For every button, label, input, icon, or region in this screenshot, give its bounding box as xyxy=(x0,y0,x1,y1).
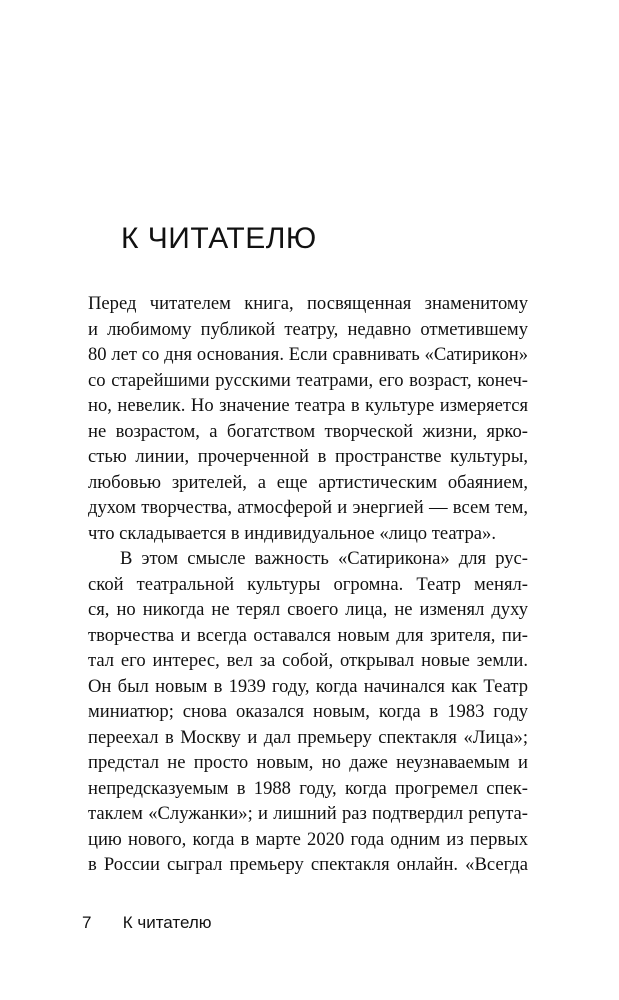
text-line: 80 лет со дня основания. Если сравнивать «Сатирикон» xyxy=(88,344,528,365)
text-line: духом творчества, атмосферой и энергией — всем тем, xyxy=(88,497,528,518)
running-title: К читателю xyxy=(122,913,212,932)
text-line: непредсказуемым в 1988 году, когда прогремел спек- xyxy=(88,777,528,799)
text-line: и любимому публикой театру, недавно отметившему xyxy=(88,318,528,340)
paragraph-2 xyxy=(88,546,528,878)
chapter-title: К ЧИТАТЕЛЮ xyxy=(121,222,317,255)
text-line: Он был новым в 1939 году, когда начинался как Театр xyxy=(88,675,528,697)
text-line: ся, но никогда не терял своего лица, не изменял духу xyxy=(88,599,528,620)
paragraph-1 xyxy=(88,291,528,546)
text-line: предстал не просто новым, но даже неузнаваемым и xyxy=(88,752,528,773)
text-line: тал его интерес, вел за собой, открывал новые земли. xyxy=(88,650,528,671)
page-number: 7 xyxy=(82,913,92,932)
text-line: переехал в Москву и дал премьеру спектакля «Лица»; xyxy=(88,726,528,748)
text-line: цию нового, когда в марте 2020 года одним из первых xyxy=(88,828,528,850)
text-line: В этом смысле важность «Сатирикона» для рус- xyxy=(120,548,528,569)
text-line: не возрастом, а богатством творческой жизни, ярко- xyxy=(88,420,528,442)
page-footer xyxy=(82,912,212,934)
text-line: таклем «Служанки»; и лишний раз подтвердил репута- xyxy=(88,803,528,824)
text-line: со старейшими русскими театрами, его возраст, конеч- xyxy=(88,369,528,391)
text-line: Перед читателем книга, посвященная знаменитому xyxy=(88,293,528,314)
text-line: миниатюр; снова оказался новым, когда в 1983 году xyxy=(88,701,528,722)
text-line: но, невелик. Но значение театра в культуре измеряется xyxy=(88,395,528,416)
text-line: стью линии, прочерченной в пространстве культуры, xyxy=(88,446,528,467)
text-line: в России сыграл премьеру спектакля онлайн. «Всегда xyxy=(88,854,528,875)
text-line: любовью зрителей, а еще артистическим обаянием, xyxy=(88,471,528,493)
text-line: ской театральной культуры огромна. Театр менял- xyxy=(88,573,528,595)
text-line: что складывается в индивидуальное «лицо театра». xyxy=(88,522,496,544)
body-text xyxy=(88,291,528,878)
text-line: творчества и всегда оставался новым для зрителя, пи- xyxy=(88,624,528,646)
